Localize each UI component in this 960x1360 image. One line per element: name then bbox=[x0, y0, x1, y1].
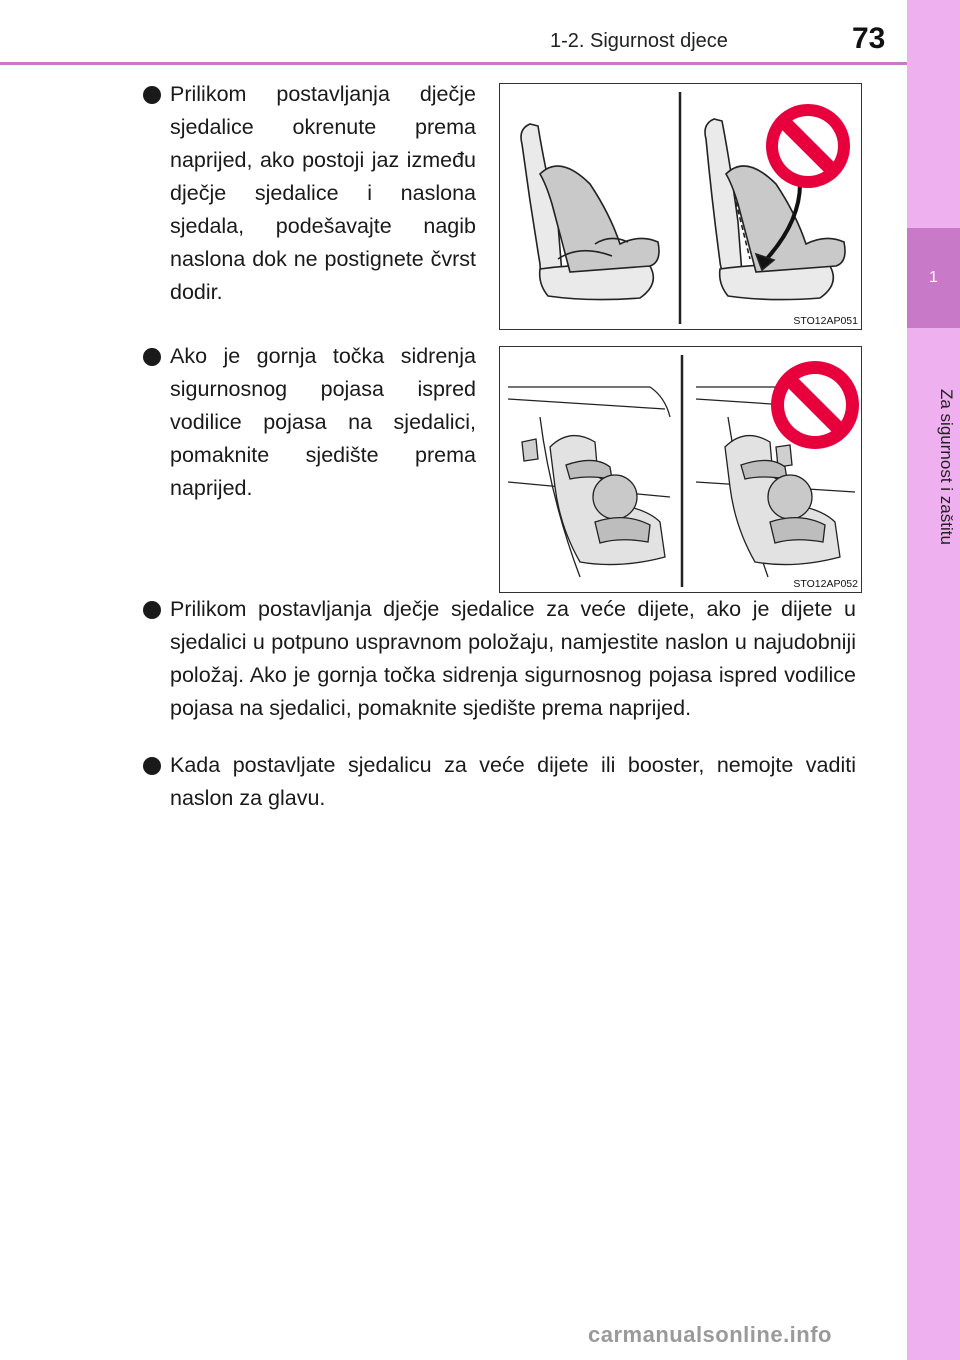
bullet-item bbox=[170, 593, 856, 725]
bullet-item bbox=[170, 78, 476, 309]
seat-recline-illustration bbox=[500, 84, 861, 329]
car-seat-illustration bbox=[521, 124, 659, 300]
seat-forward-illustration bbox=[500, 347, 861, 592]
bullet-dot-icon bbox=[143, 757, 161, 775]
bullet-text: Kada postavljate sjedalicu za veće dijete ili booster, nemojte vaditi naslon za glavu. bbox=[170, 753, 856, 810]
bullet-dot-icon bbox=[143, 348, 161, 366]
bullet-item bbox=[170, 749, 856, 815]
bullet-text: Prilikom postavljanja dječje sjedalice za veće dijete, ako je dijete u sjedalici u potpuno uspravnom položaju, namjestite naslon u najudobniji položaj. Ako je gornja točka sidrenja sigurnosnog pojasa ispred vodilice pojasa na sjedalici, pomaknite sjedište prema naprijed. bbox=[170, 597, 856, 720]
bullet-item bbox=[170, 340, 476, 505]
header-rule bbox=[0, 62, 907, 65]
bullet-text: Ako je gornja točka sidrenja sigurnosnog pojasa ispred vodilice pojasa na sjedalici, pomaknite sjedište prema naprijed. bbox=[170, 344, 476, 500]
bullet-text: Prilikom postavljanja dječje sjedalice okrenute prema naprijed, ako postoji jaz između dječje sjedalice i naslona sjedala, podešavajte nagib naslona dok ne postignete čvrst dodir. bbox=[170, 82, 476, 304]
prohibition-icon bbox=[766, 104, 850, 188]
chapter-title: Za sigurnost i zaštitu bbox=[937, 389, 956, 545]
bullet-dot-icon bbox=[143, 601, 161, 619]
figure-code: STO12AP052 bbox=[793, 578, 858, 590]
chapter-number-box bbox=[907, 228, 960, 328]
figure-code: STO12AP051 bbox=[793, 315, 858, 327]
page-number: 73 bbox=[852, 22, 886, 55]
watermark: carmanualsonline.info bbox=[588, 1322, 832, 1347]
figure-seat-forward bbox=[499, 346, 862, 593]
figure-seat-recline bbox=[499, 83, 862, 330]
prohibition-icon bbox=[771, 361, 859, 449]
side-tab bbox=[907, 0, 960, 1360]
bullet-dot-icon bbox=[143, 86, 161, 104]
car-interior-illustration bbox=[508, 387, 670, 577]
chapter-number: 1 bbox=[929, 269, 938, 286]
section-title: 1-2. Sigurnost djece bbox=[550, 30, 728, 52]
